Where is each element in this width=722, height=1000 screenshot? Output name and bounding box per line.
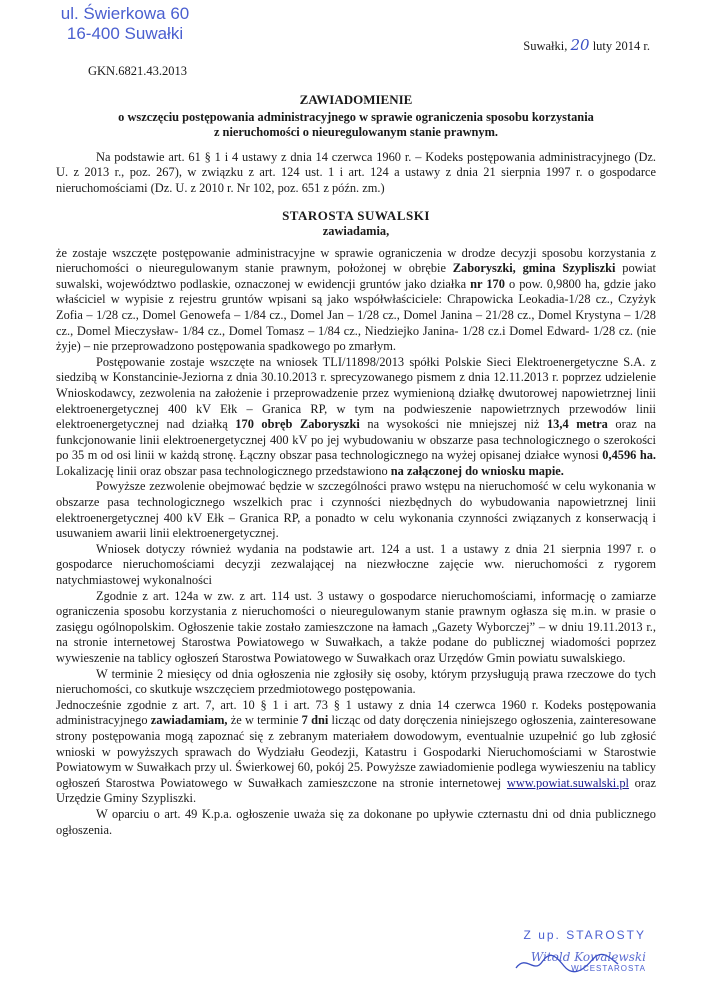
- p7-days: 7 dni: [301, 713, 329, 728]
- document-subtitle: [56, 110, 656, 140]
- p2-g: Lokalizację linii oraz obszar pasa technologicznego przedstawiono: [56, 463, 388, 478]
- reference-number: GKN.6821.43.2013: [88, 64, 187, 78]
- document-title: ZAWIADOMIENIE: [299, 92, 413, 107]
- p2-area: 0,4596 ha.: [602, 448, 657, 463]
- stamp-line-street: ul. Świerkowa 60: [60, 4, 190, 23]
- subtitle-line-1: o wszczęciu postępowania administracyjnego w sprawie ograniczenia sposobu korzystania: [118, 109, 594, 124]
- address-stamp: [60, 4, 190, 44]
- paragraph-8: W oparciu o art. 49 K.p.a. ogłoszenie uważa się za dokonane po upływie czternastu dni od dnia publicznego ogłoszenia.: [56, 806, 656, 837]
- signature-name: Witold Kowalewski: [530, 950, 646, 964]
- paragraph-3: Powyższe zezwolenie obejmować będzie w szczególności prawo wstępu na nieruchomość w celu wykonania w obszarze pasa technologicznego wszelkich prac i czynności niezbędnych do wybudowania napowietrznej linii elektroenergetycznej 400 kV Ełk – Granica RP, a ponadto w celu wykonania czynności związanych z konserwacją i usuwaniem awarii linii elektroenergetycznej.: [56, 479, 656, 541]
- p2-a: Postępowanie zostaje wszczęte na wniosek TLI/11898/2013 spółki Polskie Sieci Elektroenergetyczne S.A. z siedzibą w Konstancinie-Jeziorna z dnia 30.10.2013 r. sprecyzowanego pismem z dnia 12.11.2013 r. poprzez udzielenie Wnioskodawcy, zezwolenia na założenie i przeprowadzenie przez wymienioną działkę dwutorowej napowietrznej linii elektroenergetycznej 400 kV Ełk – Granica RP, w tym na podwieszenie napowietrznych przewodów linii elektroenergetycznej nad działką: [56, 354, 656, 432]
- p2-height: 13,4 metra: [546, 417, 608, 432]
- p2-map: na załączonej do wniosku mapie.: [390, 463, 564, 478]
- p1-parcel: nr 170: [470, 276, 505, 291]
- signature-authority: Z up. STAROSTY: [523, 928, 646, 942]
- authority-name: STAROSTA SUWALSKI: [282, 208, 430, 224]
- paragraph-7: [56, 698, 656, 807]
- legal-basis: Na podstawie art. 61 § 1 i 4 ustawy z dnia 14 czerwca 1960 r. – Kodeks postępowania administracyjnego (Dz. U. z 2013 r., poz. 267), w związku z art. 124 ust. 1 i art. 124 a ustawy z dnia 21 sierpnia 1997 r. o gospodarce nieruchomościami (Dz. U. z 2010 r. Nr 102, poz. 651 z późn. zm.): [56, 149, 656, 195]
- p1-location: Zaboryszki, gmina Szypliszki: [452, 261, 616, 276]
- p1-e: o pow. 0,9800 ha, gdzie jako właściciel w wypisie z rejestru gruntów wpisani są jako współwłaściciele: Chrapowicka Leokadia-1/28 cz., Czyżyk Zofia – 1/28 cz., Domel Genowefa – 1/84 cz., Domel Jan – 1/28 cz., Domel Janina – 21/28 cz., Domel Krystyna – 1/28 cz., Domel Mieczysław- 1/84 cz., Domel Tomasz – 1/84 cz., Niedziejko Janina- 1/28 cz.i Domel Edward- 1/28 cz. (nie żyje) – nie przeprowadzono postępowania spadkowego po zmarłym.: [56, 276, 656, 354]
- date-suffix: luty 2014 r.: [592, 39, 650, 53]
- paragraph-1: [56, 246, 656, 355]
- p7-notify: zawiadamiam,: [150, 713, 228, 728]
- place-date-prefix: Suwałki,: [523, 39, 568, 53]
- website-link[interactable]: www.powiat.suwalski.pl: [506, 775, 629, 790]
- p2-c: na wysokości nie mniejszej niż: [367, 417, 540, 432]
- paragraph-6: W terminie 2 miesięcy od dnia ogłoszenia nie zgłosiły się osoby, którym przysługują prawa rzeczowe do tych nieruchomości, co skutkuje wszczęciem przedmiotowego postępowania.: [56, 666, 656, 697]
- handwritten-day: 20: [570, 36, 590, 54]
- document-body: [56, 92, 656, 838]
- paragraph-4: Wniosek dotyczy również wydania na podstawie art. 124 a ust. 1 a ustawy z dnia 21 sierpnia 1997 r. o gospodarce nieruchomościami decyzji zezwalającej na niezwłoczne zajęcie ww. nieruchomości z rygorem natychmiastowej wykonalności: [56, 541, 656, 588]
- authority-action: zawiadamia,: [322, 223, 390, 238]
- paragraph-5: Zgodnie z art. 124a w zw. z art. 114 ust. 3 ustawy o gospodarce nieruchomościami, informację o zamiarze ograniczenia sposobu korzystania z nieruchomości o nieuregulowanym stanie prawnym ogłasza się m.in. w prasie o zasięgu ogólnopolskim. Ogłoszenie takie zostało zamieszczone na łamach „Gazety Wyborczej” – w dniu 19.11.2013 r., na stronie internetowej Starostwa Powiatowego w Suwałkach, a także podane do publicznej wiadomości poprzez wywieszenie na tablicy ogłoszeń Starostwa Powiatowego w Suwałkach oraz Urzędów Gmin powiatu suwalskiego.: [56, 588, 656, 665]
- p7-c: że w terminie: [230, 713, 299, 728]
- p7-f: oraz Urzędzie Gminy Szypliszki.: [56, 775, 656, 806]
- p1-c: powiat suwalski, województwo podlaskie, oznaczonej w ewidencji gruntów jako działka: [56, 261, 656, 291]
- subtitle-line-2: z nieruchomości o nieuregulowanym stanie prawnym.: [213, 124, 499, 139]
- p7-e: licząc od daty doręczenia niniejszego ogłoszenia, zainteresowane strony postępowania mogą zapoznać się z zebranym materiałem dowodowym, eventualnie uzupełnić go lub zgłosić wnioski w powyższych sprawach do Wydziału Geodezji, Katastru i Gospodarki Nieruchomościami w Starostwie Powiatowym w Suwałkach przy ul. Świerkowej 60, pokój 25. Powyższe zawiadomienie podlega wywieszeniu na tablicy ogłoszeń Starostwa Powiatowego w Suwałkach zamieszczone na stronie internetowej: [56, 713, 656, 790]
- signature-role: WICESTAROSTA: [571, 964, 646, 973]
- p2-e: oraz na funkcjonowanie linii elektroenergetycznej 400 kV po jej wybudowaniu w obszarze pasa technologicznego o szerokości po 35 m od osi linii w każdą stronę. Łączny obszar pasa technologicznego na wyżej opisanej działce wynosi: [56, 417, 656, 463]
- p1-a: że zostaje wszczęte postępowanie administracyjne w sprawie ograniczenia w drodze decyzji sposobu korzystania z nieruchomości o nieuregulowanym stanie prawnym, położonej w obrębie: [56, 245, 656, 276]
- p2-parcel: 170 obręb Zaboryszki: [235, 417, 360, 432]
- stamp-line-city: 16-400 Suwałki: [66, 24, 184, 43]
- place-date: [523, 36, 650, 54]
- handwritten-signature: [512, 950, 622, 976]
- paragraph-2: [56, 355, 656, 480]
- p7-a: Jednocześnie zgodnie z art. 7, art. 10 § 1 i art. 73 § 1 ustawy z dnia 14 czerwca 1960 r. Kodeks postępowania administracyjnego: [56, 697, 656, 728]
